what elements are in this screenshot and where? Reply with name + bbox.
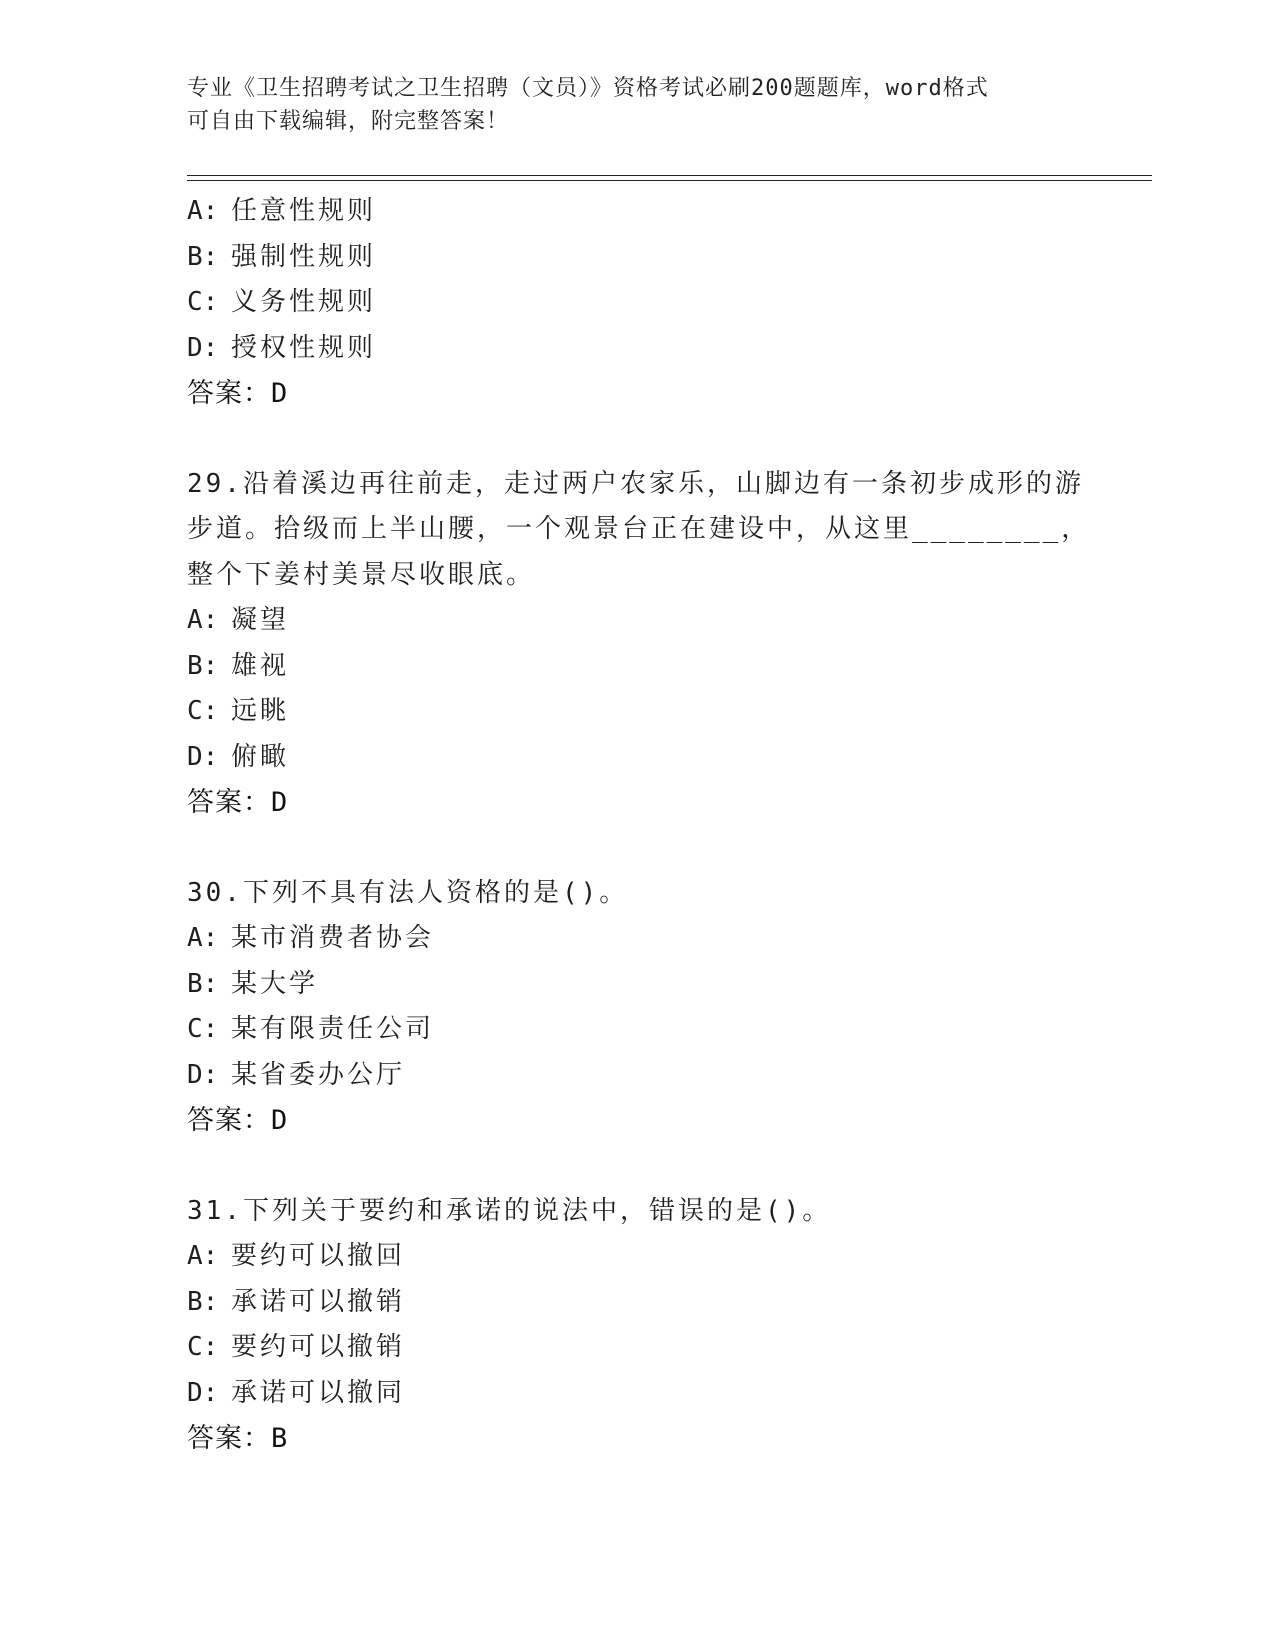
- option-text: 某有限责任公司: [231, 1014, 435, 1044]
- option-letter: D:: [187, 1059, 219, 1090]
- option-letter: A:: [187, 923, 219, 953]
- option-text: 某市消费者协会: [231, 923, 435, 953]
- option-d: [187, 1053, 1152, 1099]
- option-text: 某省委办公厅: [231, 1059, 406, 1090]
- option-text: 义务性规则: [231, 287, 377, 317]
- continued-question: [187, 189, 1152, 417]
- option-letter: B:: [187, 1286, 219, 1317]
- option-c: [187, 280, 1152, 326]
- option-text: 雄视: [231, 650, 290, 681]
- answer-line: 答案：D: [187, 787, 289, 818]
- option-text: 承诺可以撤销: [231, 1286, 406, 1317]
- question-text: [187, 462, 1152, 599]
- question-31: [187, 1189, 1152, 1462]
- question-text: [187, 1189, 1152, 1235]
- option-a: [187, 916, 1152, 962]
- question-line: 30.下列不具有法人资格的是()。: [187, 877, 629, 908]
- answer-line: 答案：D: [187, 1105, 289, 1136]
- option-letter: C:: [187, 696, 219, 726]
- option-text: 要约可以撤销: [231, 1332, 406, 1362]
- header-line: 可自由下载编辑，附完整答案！: [187, 109, 510, 134]
- answer-line: 答案：B: [187, 1423, 289, 1454]
- option-letter: A:: [187, 605, 219, 635]
- option-d: [187, 1371, 1152, 1417]
- option-b: [187, 1280, 1152, 1326]
- option-text: 授权性规则: [231, 332, 377, 363]
- option-text: 强制性规则: [231, 241, 377, 272]
- question-line: 步道。拾级而上半山腰，一个观景台正在建设中，从这里________，: [187, 514, 1091, 544]
- answer-line: 答案：D: [187, 378, 289, 409]
- question-30: [187, 871, 1152, 1144]
- question-29: [187, 462, 1152, 826]
- option-c: [187, 689, 1152, 735]
- option-text: 凝望: [231, 605, 290, 635]
- option-letter: D:: [187, 741, 219, 772]
- option-c: [187, 1325, 1152, 1371]
- header-line: 专业《卫生招聘考试之卫生招聘（文员）》资格考试必刷200题题库，word格式: [187, 76, 989, 101]
- option-text: 任意性规则: [231, 196, 377, 226]
- option-letter: C:: [187, 1332, 219, 1362]
- question-line: 31.下列关于要约和承诺的说法中，错误的是()。: [187, 1195, 832, 1226]
- option-b: [187, 235, 1152, 281]
- option-letter: A:: [187, 1241, 219, 1271]
- option-text: 某大学: [231, 968, 319, 999]
- option-letter: D:: [187, 332, 219, 363]
- option-letter: C:: [187, 1014, 219, 1044]
- option-letter: B:: [187, 968, 219, 999]
- option-d: [187, 735, 1152, 781]
- option-text: 承诺可以撤同: [231, 1377, 406, 1408]
- option-b: [187, 962, 1152, 1008]
- question-line: 29.沿着溪边再往前走，走过两户农家乐，山脚边有一条初步成形的游: [187, 468, 1084, 499]
- option-d: [187, 326, 1152, 372]
- document-page: [187, 72, 1152, 1462]
- option-a: [187, 189, 1152, 235]
- question-line: 整个下姜村美景尽收眼底。: [187, 559, 536, 590]
- option-a: [187, 598, 1152, 644]
- header-divider: [187, 175, 1152, 181]
- document-header: [187, 72, 1152, 138]
- option-letter: C:: [187, 287, 219, 317]
- option-c: [187, 1007, 1152, 1053]
- option-text: 俯瞰: [231, 741, 290, 772]
- option-letter: B:: [187, 650, 219, 681]
- option-text: 要约可以撤回: [231, 1241, 406, 1271]
- option-letter: D:: [187, 1377, 219, 1408]
- option-letter: B:: [187, 241, 219, 272]
- option-text: 远眺: [231, 696, 290, 726]
- question-text: [187, 871, 1152, 917]
- option-b: [187, 644, 1152, 690]
- option-letter: A:: [187, 196, 219, 226]
- option-a: [187, 1234, 1152, 1280]
